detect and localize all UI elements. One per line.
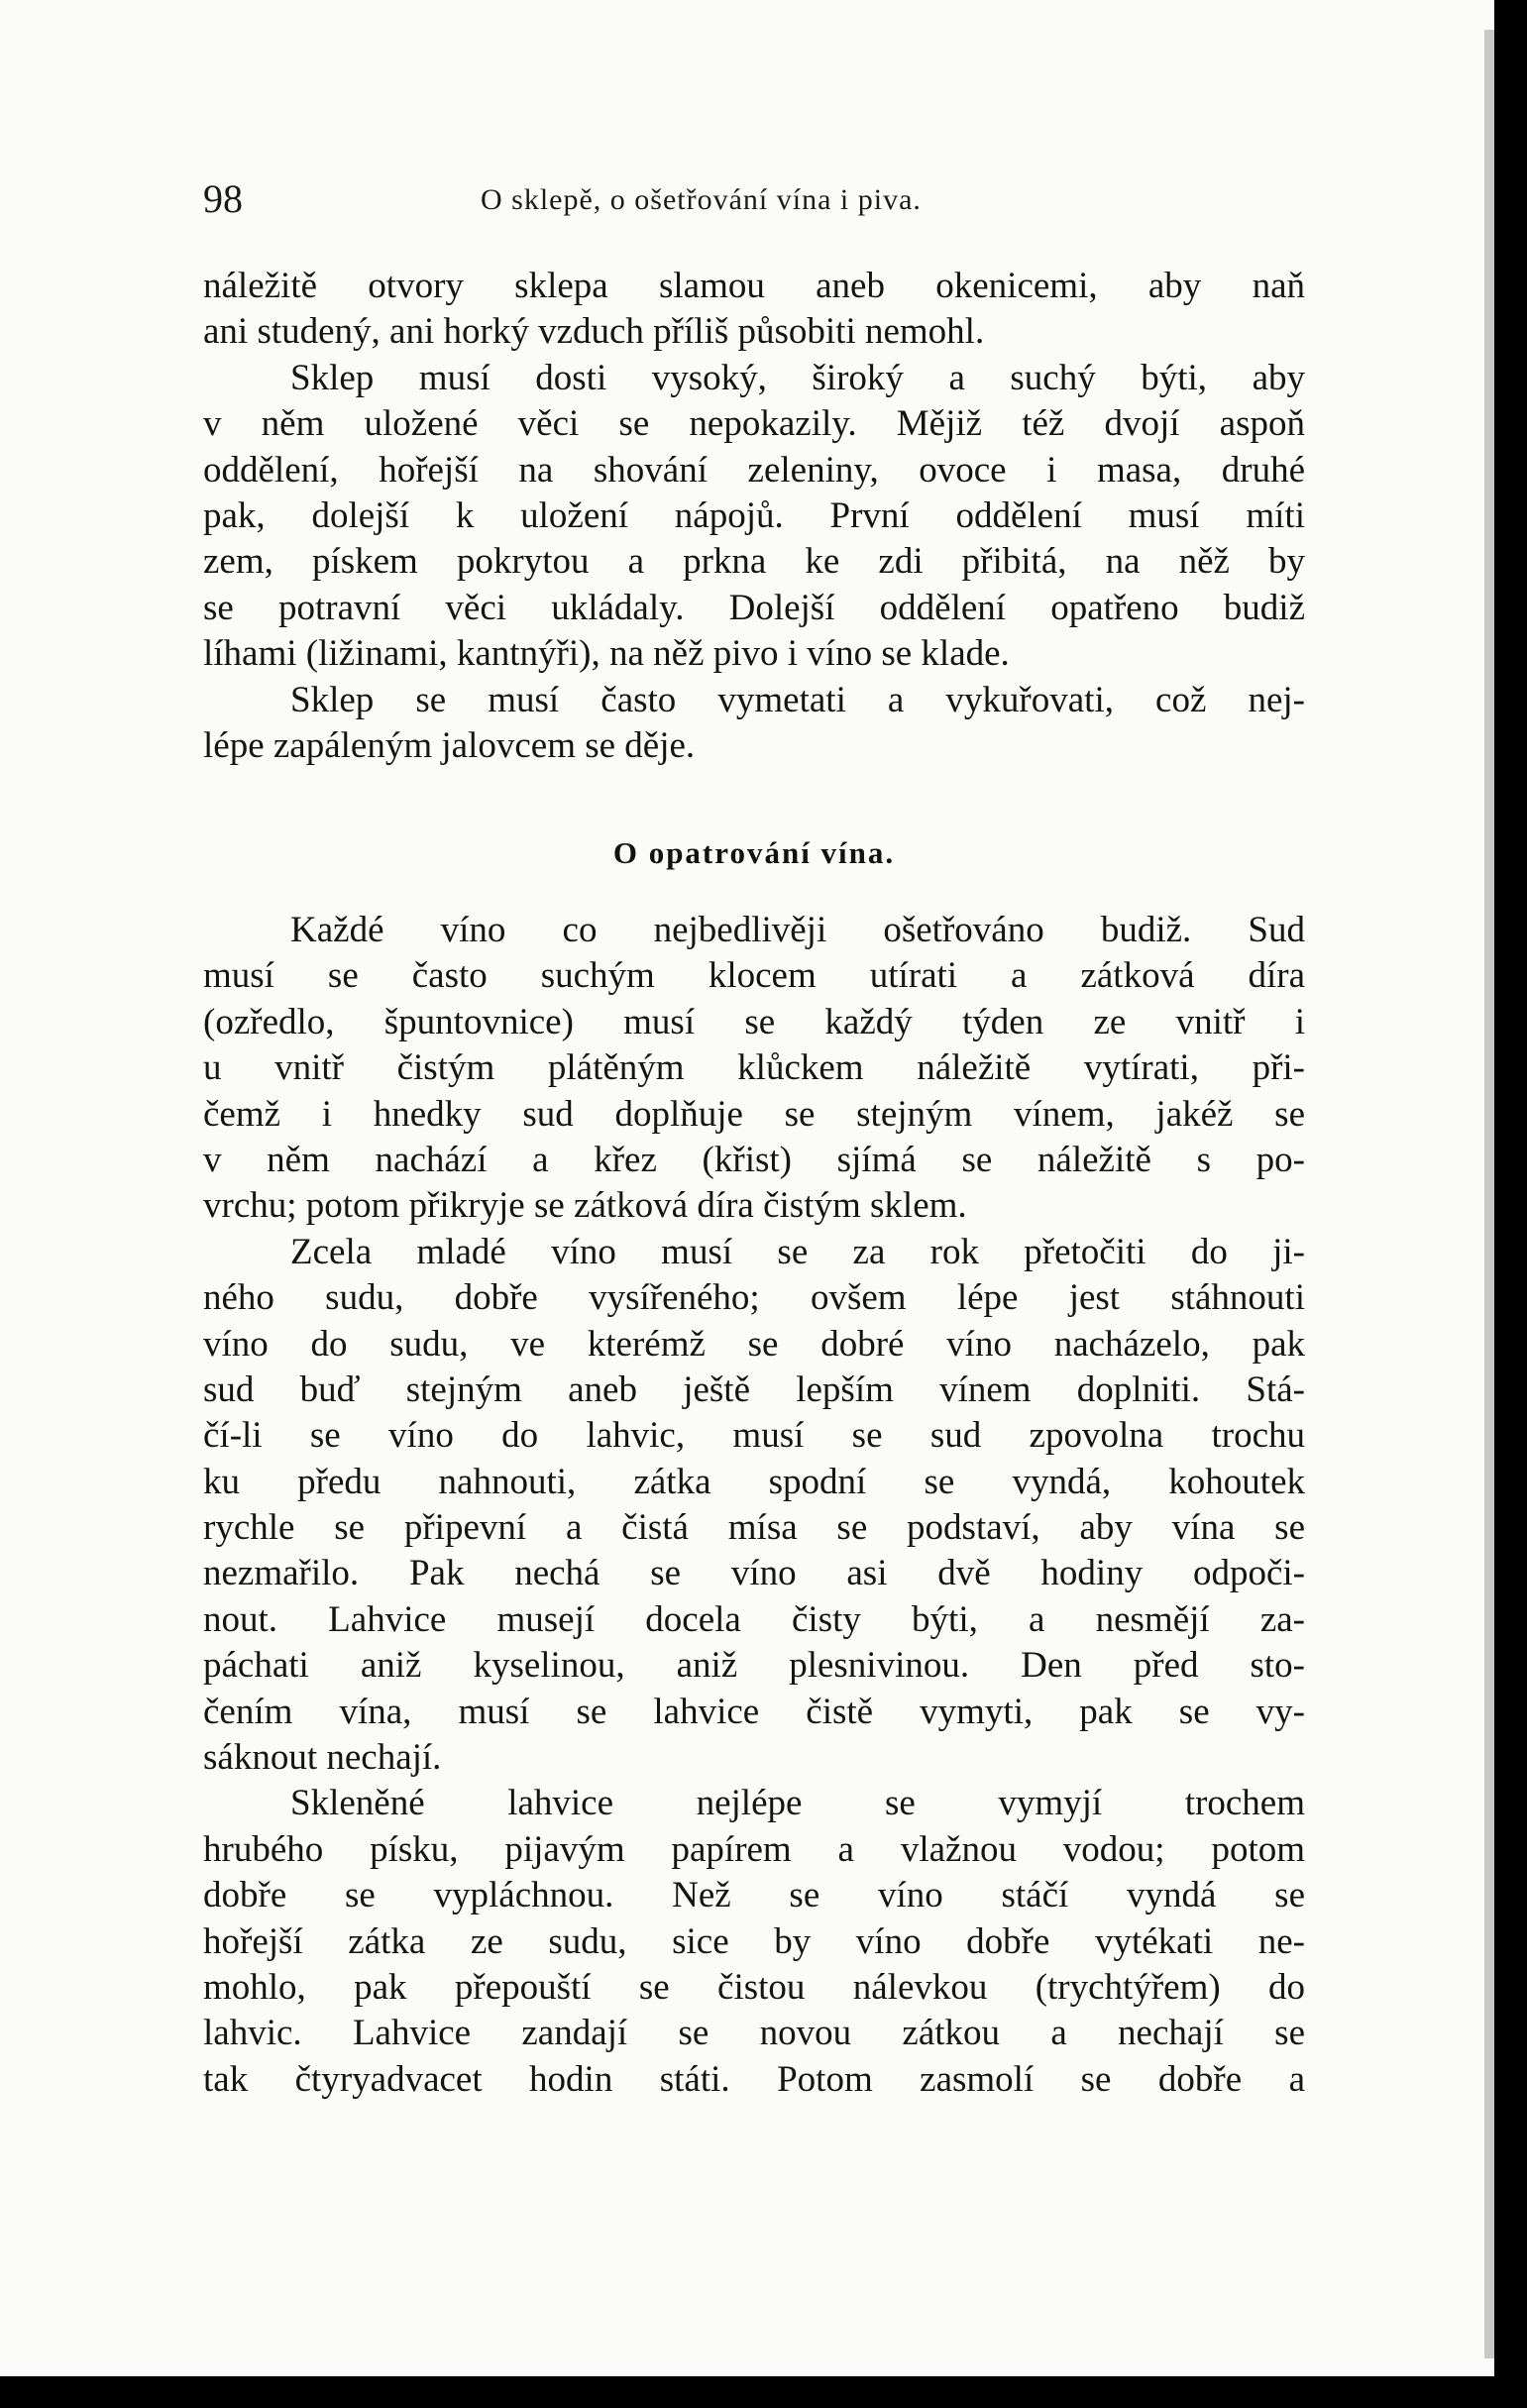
text-line: nezmařilo. Pak nechá se víno asi dvě hodiny odpoči- [203, 1553, 1305, 1594]
text-line: ani studený, ani horký vzduch příliš působiti nemohl. [203, 311, 985, 353]
text-line: hořejší zátka ze sudu, sice by víno dobře vytékati ne- [203, 1920, 1305, 1962]
text-line: rychle se připevní a čistá mísa se podstaví, aby vína se [203, 1507, 1305, 1549]
text-line: lahvic. Lahvice zandají se novou zátkou a nechají se [203, 2013, 1305, 2054]
text-line: lépe zapáleným jalovcem se děje. [203, 724, 696, 766]
page-header [203, 174, 1313, 224]
paragraph-cellar [203, 264, 1305, 769]
text-line: pak, dolejší k uložení nápojů. První oddělení musí míti [203, 494, 1305, 536]
text-line: u vnitř čistým plátěným klůckem náležitě vytírati, při- [203, 1047, 1305, 1089]
text-line: Skleněné lahvice nejlépe se vymyjí trochem [290, 1783, 1305, 1824]
text-line: oddělení, hořejší na shování zeleniny, ovoce i masa, druhé [203, 449, 1305, 491]
text-line: zem, pískem pokrytou a prkna ke zdi přibitá, na něž by [203, 541, 1305, 583]
text-line: se potravní věci ukládaly. Dolejší oddělení opatřeno budiž [203, 587, 1305, 628]
text-line: Každé víno co nejbedlivěji ošetřováno budiž. Sud [290, 910, 1305, 950]
text-line: čením vína, musí se lahvice čistě vymyti, pak se vy- [203, 1691, 1305, 1732]
text-line: v něm uložené věci se nepokazily. Mějiž též dvojí aspoň [203, 403, 1305, 445]
scan-border-right [1494, 0, 1527, 2408]
text-line: hrubého písku, pijavým papírem a vlažnou vodou; potom [203, 1828, 1305, 1870]
text-line: náležitě otvory sklepa slamou aneb okenicemi, aby naň [203, 266, 1305, 306]
text-line: čemž i hnedky sud doplňuje se stejným vínem, jakéž se [203, 1093, 1305, 1135]
text-line: dobře se vypláchnou. Než se víno stáčí vyndá se [203, 1875, 1305, 1916]
text-line: ného sudu, dobře vysířeného; ovšem lépe jest stáhnouti [203, 1277, 1305, 1319]
text-line: Sklep musí dosti vysoký, široký a suchý býti, aby [290, 357, 1305, 398]
text-line: tak čtyryadvacet hodin státi. Potom zasmolí se dobře a [203, 2058, 1305, 2100]
text-line: sáknout nechají. [203, 1737, 442, 1779]
text-line: v něm nachází a křez (křist) sjímá se náležitě s po- [203, 1139, 1305, 1180]
text-line: Zcela mladé víno musí se za rok přetočiti do ji- [290, 1231, 1305, 1272]
text-line: mohlo, pak přepouští se čistou nálevkou (trychtýřem) do [203, 1966, 1305, 2008]
text-line: vrchu; potom přikryje se zátková díra čistým sklem. [203, 1185, 967, 1227]
running-title: O sklepě, o ošetřování vína i piva. [481, 183, 922, 216]
text-line: líhami (ližinami, kantnýři), na něž pivo i víno se klade. [203, 633, 1010, 675]
text-line: nout. Lahvice musejí docela čisty býti, a nesmějí za- [203, 1598, 1305, 1640]
page-number: 98 [203, 176, 243, 221]
text-line: páchati aniž kyselinou, aniž plesnivinou. Den před sto- [203, 1645, 1305, 1687]
text-line: ku předu nahnouti, zátka spodní se vyndá, kohoutek [203, 1461, 1305, 1502]
text-line: sud buď stejným aneb ještě lepším vínem doplniti. Stá- [203, 1368, 1305, 1410]
text-line: Sklep se musí často vymetati a vykuřovati, což nej- [290, 679, 1305, 720]
text-line: (ozředlo, špuntovnice) musí se každý týden ze vnitř i [203, 1001, 1305, 1042]
text-line: víno do sudu, ve kterémž se dobré víno nacházelo, pak [203, 1323, 1305, 1365]
text-line: čí-li se víno do lahvic, musí se sud zpovolna trochu [203, 1415, 1305, 1457]
scan-border-bottom [0, 2376, 1527, 2408]
text-line: musí se často suchým klocem utírati a zátková díra [203, 955, 1305, 997]
page-edge-shadow [1484, 30, 1494, 2358]
paragraph-wine [203, 908, 1305, 2103]
section-heading: O opatrování vína. [612, 835, 896, 870]
